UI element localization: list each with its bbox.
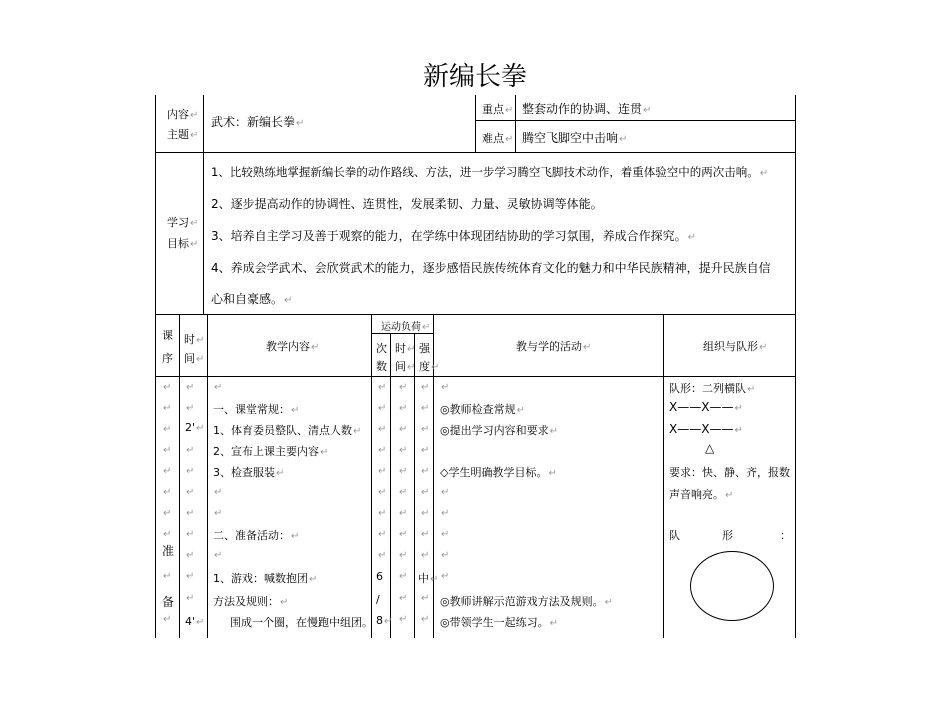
paragraph-mark: ↵ <box>441 550 450 561</box>
paragraph-mark: ↵ <box>163 571 172 582</box>
paragraph-mark: ↵ <box>186 487 195 498</box>
paragraph-mark: ↵ <box>214 382 223 393</box>
formation-row: X——X——↵ <box>669 422 743 436</box>
grid-line <box>795 95 796 638</box>
paragraph-mark: ↵ <box>186 593 195 604</box>
topic-label: 主题↵ <box>167 128 199 141</box>
grid-line <box>414 333 415 638</box>
paragraph-mark: ↵ <box>186 403 195 414</box>
col-header-duration: 间↵ <box>395 360 416 373</box>
paragraph-mark: ↵ <box>186 550 195 561</box>
paragraph-mark: ↵ <box>378 550 387 561</box>
grid-line <box>390 333 391 638</box>
paragraph-mark: ↵ <box>378 424 387 435</box>
paragraph-mark: ↵ <box>214 508 223 519</box>
intensity-value: 中↵ <box>418 572 439 585</box>
key-point-value: 整套动作的协调、连贯↵ <box>522 102 652 116</box>
grid-line <box>155 152 795 153</box>
formation-row: X——X——↵ <box>669 400 743 414</box>
count-value: 6 <box>376 570 383 583</box>
paragraph-mark: ↵ <box>399 593 408 604</box>
paragraph-mark: ↵ <box>163 382 172 393</box>
paragraph-mark: ↵ <box>186 382 195 393</box>
activity-line: ◇学生明确教学目标。↵ <box>440 466 557 479</box>
grid-line <box>371 314 372 638</box>
paragraph-mark: ↵ <box>421 593 430 604</box>
page-title: 新编长拳 <box>422 62 527 92</box>
paragraph-mark: ↵ <box>163 529 172 540</box>
paragraph-mark: ↵ <box>441 508 450 519</box>
content-line: 围成一个圈，在慢跑中组团。 <box>230 616 373 629</box>
time-value: 2'↵ <box>185 421 205 434</box>
content-line: 二、准备活动：↵ <box>213 529 300 542</box>
grid-line <box>515 95 516 152</box>
activity-line: ◎提出学习内容和要求↵ <box>440 424 558 437</box>
paragraph-mark: ↵ <box>186 466 195 477</box>
grid-line <box>371 333 433 334</box>
objective-item: 3、培养自主学习及善于观察的能力，在学练中体现团结协助的学习氛围，养成合作探究。↵ <box>211 229 697 243</box>
activity-line: ◎教师讲解示范游戏方法及规则。↵ <box>440 595 613 608</box>
grid-line <box>203 152 204 314</box>
col-header-time: 间↵ <box>184 352 205 365</box>
topic-value: 武术：新编长拳↵ <box>211 115 305 129</box>
content-line: 2、宣布上课主要内容↵ <box>213 445 329 458</box>
paragraph-mark: ↵ <box>421 466 430 477</box>
content-line: 1、游戏：喊数抱团↵ <box>213 572 318 585</box>
col-header-duration: 时↵ <box>395 342 416 355</box>
paragraph-mark: ↵ <box>441 487 450 498</box>
objective-item: 心和自豪感。↵ <box>211 292 293 306</box>
paragraph-mark: ↵ <box>399 508 408 519</box>
lesson-section-char: 准 <box>162 544 175 558</box>
grid-line <box>203 95 204 152</box>
paragraph-mark: ↵ <box>378 403 387 414</box>
objective-item: 1、比较熟练地掌握新编长拳的动作路线、方法，进一步学习腾空飞脚技术动作，着重体验空中的两次击响。↵ <box>211 165 769 179</box>
col-header-count: 次 <box>376 342 387 355</box>
objectives-label: 学习↵ <box>167 216 199 229</box>
paragraph-mark: ↵ <box>378 382 387 393</box>
paragraph-mark: ↵ <box>378 508 387 519</box>
paragraph-mark: ↵ <box>186 571 195 582</box>
paragraph-mark: ↵ <box>421 529 430 540</box>
paragraph-mark: ↵ <box>399 403 408 414</box>
paragraph-mark: ↵ <box>186 529 195 540</box>
activity-line: ◎教师检查常规↵ <box>440 403 525 416</box>
requirement-text: 要求：快、静、齐，报数 <box>669 466 790 479</box>
grid-line <box>475 95 476 152</box>
col-header-count: 数 <box>376 360 387 373</box>
grid-line <box>155 95 156 638</box>
content-line: 一、课堂常规：↵ <box>213 403 300 416</box>
paragraph-mark: ↵ <box>163 614 172 625</box>
grid-line <box>663 314 664 638</box>
col-header-activities: 教与学的活动↵ <box>516 340 592 353</box>
paragraph-mark: ↵ <box>399 424 408 435</box>
grid-line <box>155 376 795 377</box>
content-line: 3、检查服装↵ <box>213 466 285 479</box>
paragraph-mark: ↵ <box>421 508 430 519</box>
paragraph-mark: ↵ <box>399 466 408 477</box>
grid-line <box>155 314 795 315</box>
paragraph-mark: ↵ <box>214 550 223 561</box>
content-line: 1、体育委员整队、清点人数↵ <box>213 424 362 437</box>
paragraph-mark: ↵ <box>163 403 172 414</box>
paragraph-mark: ↵ <box>186 508 195 519</box>
paragraph-mark: ↵ <box>421 614 430 625</box>
grid-line <box>207 314 208 638</box>
paragraph-mark: ↵ <box>163 487 172 498</box>
grid-line <box>179 314 180 638</box>
col-header-lesson: 序 <box>162 352 173 365</box>
objectives-label: 目标↵ <box>167 237 199 250</box>
circle-formation-diagram <box>690 551 774 621</box>
paragraph-mark: ↵ <box>378 445 387 456</box>
requirement-text: 声音响亮。↵ <box>669 488 734 501</box>
paragraph-mark: ↵ <box>163 424 172 435</box>
paragraph-mark: ↵ <box>441 571 450 582</box>
objective-item: 4、养成会学武术、会欣赏武术的能力，逐步感悟民族传统体育文化的魅力和中华民族精神，提升民族自信 <box>211 261 771 275</box>
difficulty-label: 难点↵ <box>482 132 514 145</box>
objective-item: 2、逐步提高动作的协调性、连贯性，发展柔韧、力量、灵敏协调等体能。 <box>211 197 603 211</box>
paragraph-mark: ↵ <box>421 382 430 393</box>
formation-label: 队形：二列横队↵ <box>669 382 756 395</box>
paragraph-mark: ↵ <box>378 466 387 477</box>
page-bottom-margin <box>0 638 950 713</box>
paragraph-mark: ↵ <box>214 487 223 498</box>
key-point-label: 重点↵ <box>482 103 514 116</box>
time-value: 4'↵ <box>185 615 205 628</box>
paragraph-mark: ↵ <box>421 424 430 435</box>
col-header-intensity: 强 <box>419 342 430 355</box>
col-header-organization: 组织与队形↵ <box>703 340 768 353</box>
paragraph-mark: ↵ <box>421 550 430 561</box>
paragraph-mark: ↵ <box>163 508 172 519</box>
activity-line: ◎带领学生一起练习。↵ <box>440 616 558 629</box>
col-header-time: 时↵ <box>184 333 205 346</box>
paragraph-mark: ↵ <box>399 382 408 393</box>
paragraph-mark: ↵ <box>421 445 430 456</box>
count-value: / <box>376 593 380 606</box>
formation2-label: ： <box>780 529 791 542</box>
content-label: 内容↵ <box>167 108 199 121</box>
paragraph-mark: ↵ <box>163 445 172 456</box>
paragraph-mark: ↵ <box>399 571 408 582</box>
col-header-intensity: 度↵ <box>419 360 440 373</box>
col-header-content: 教学内容↵ <box>266 340 320 353</box>
difficulty-value: 腾空飞脚空中击响↵ <box>522 131 628 145</box>
paragraph-mark: ↵ <box>399 614 408 625</box>
paragraph-mark: ↵ <box>399 529 408 540</box>
paragraph-mark: ↵ <box>163 466 172 477</box>
paragraph-mark: ↵ <box>378 529 387 540</box>
paragraph-mark: ↵ <box>421 487 430 498</box>
paragraph-mark: ↵ <box>399 550 408 561</box>
count-value: 8↵ <box>376 614 393 627</box>
formation2-label: 队 <box>669 529 680 542</box>
paragraph-mark: ↵ <box>378 487 387 498</box>
paragraph-mark: ↵ <box>421 403 430 414</box>
col-header-load: 运动负荷↵ <box>381 322 431 333</box>
formation2-label: 形 <box>722 529 733 542</box>
paragraph-mark: ↵ <box>399 487 408 498</box>
lesson-section-char: 备 <box>162 595 175 609</box>
teacher-position-icon: △ <box>705 441 715 455</box>
col-header-lesson: 课 <box>162 329 173 342</box>
paragraph-mark: ↵ <box>441 529 450 540</box>
paragraph-mark: ↵ <box>441 382 450 393</box>
grid-line <box>475 120 795 121</box>
content-line: 方法及规则：↵ <box>213 595 289 608</box>
paragraph-mark: ↵ <box>399 445 408 456</box>
paragraph-mark: ↵ <box>186 445 195 456</box>
